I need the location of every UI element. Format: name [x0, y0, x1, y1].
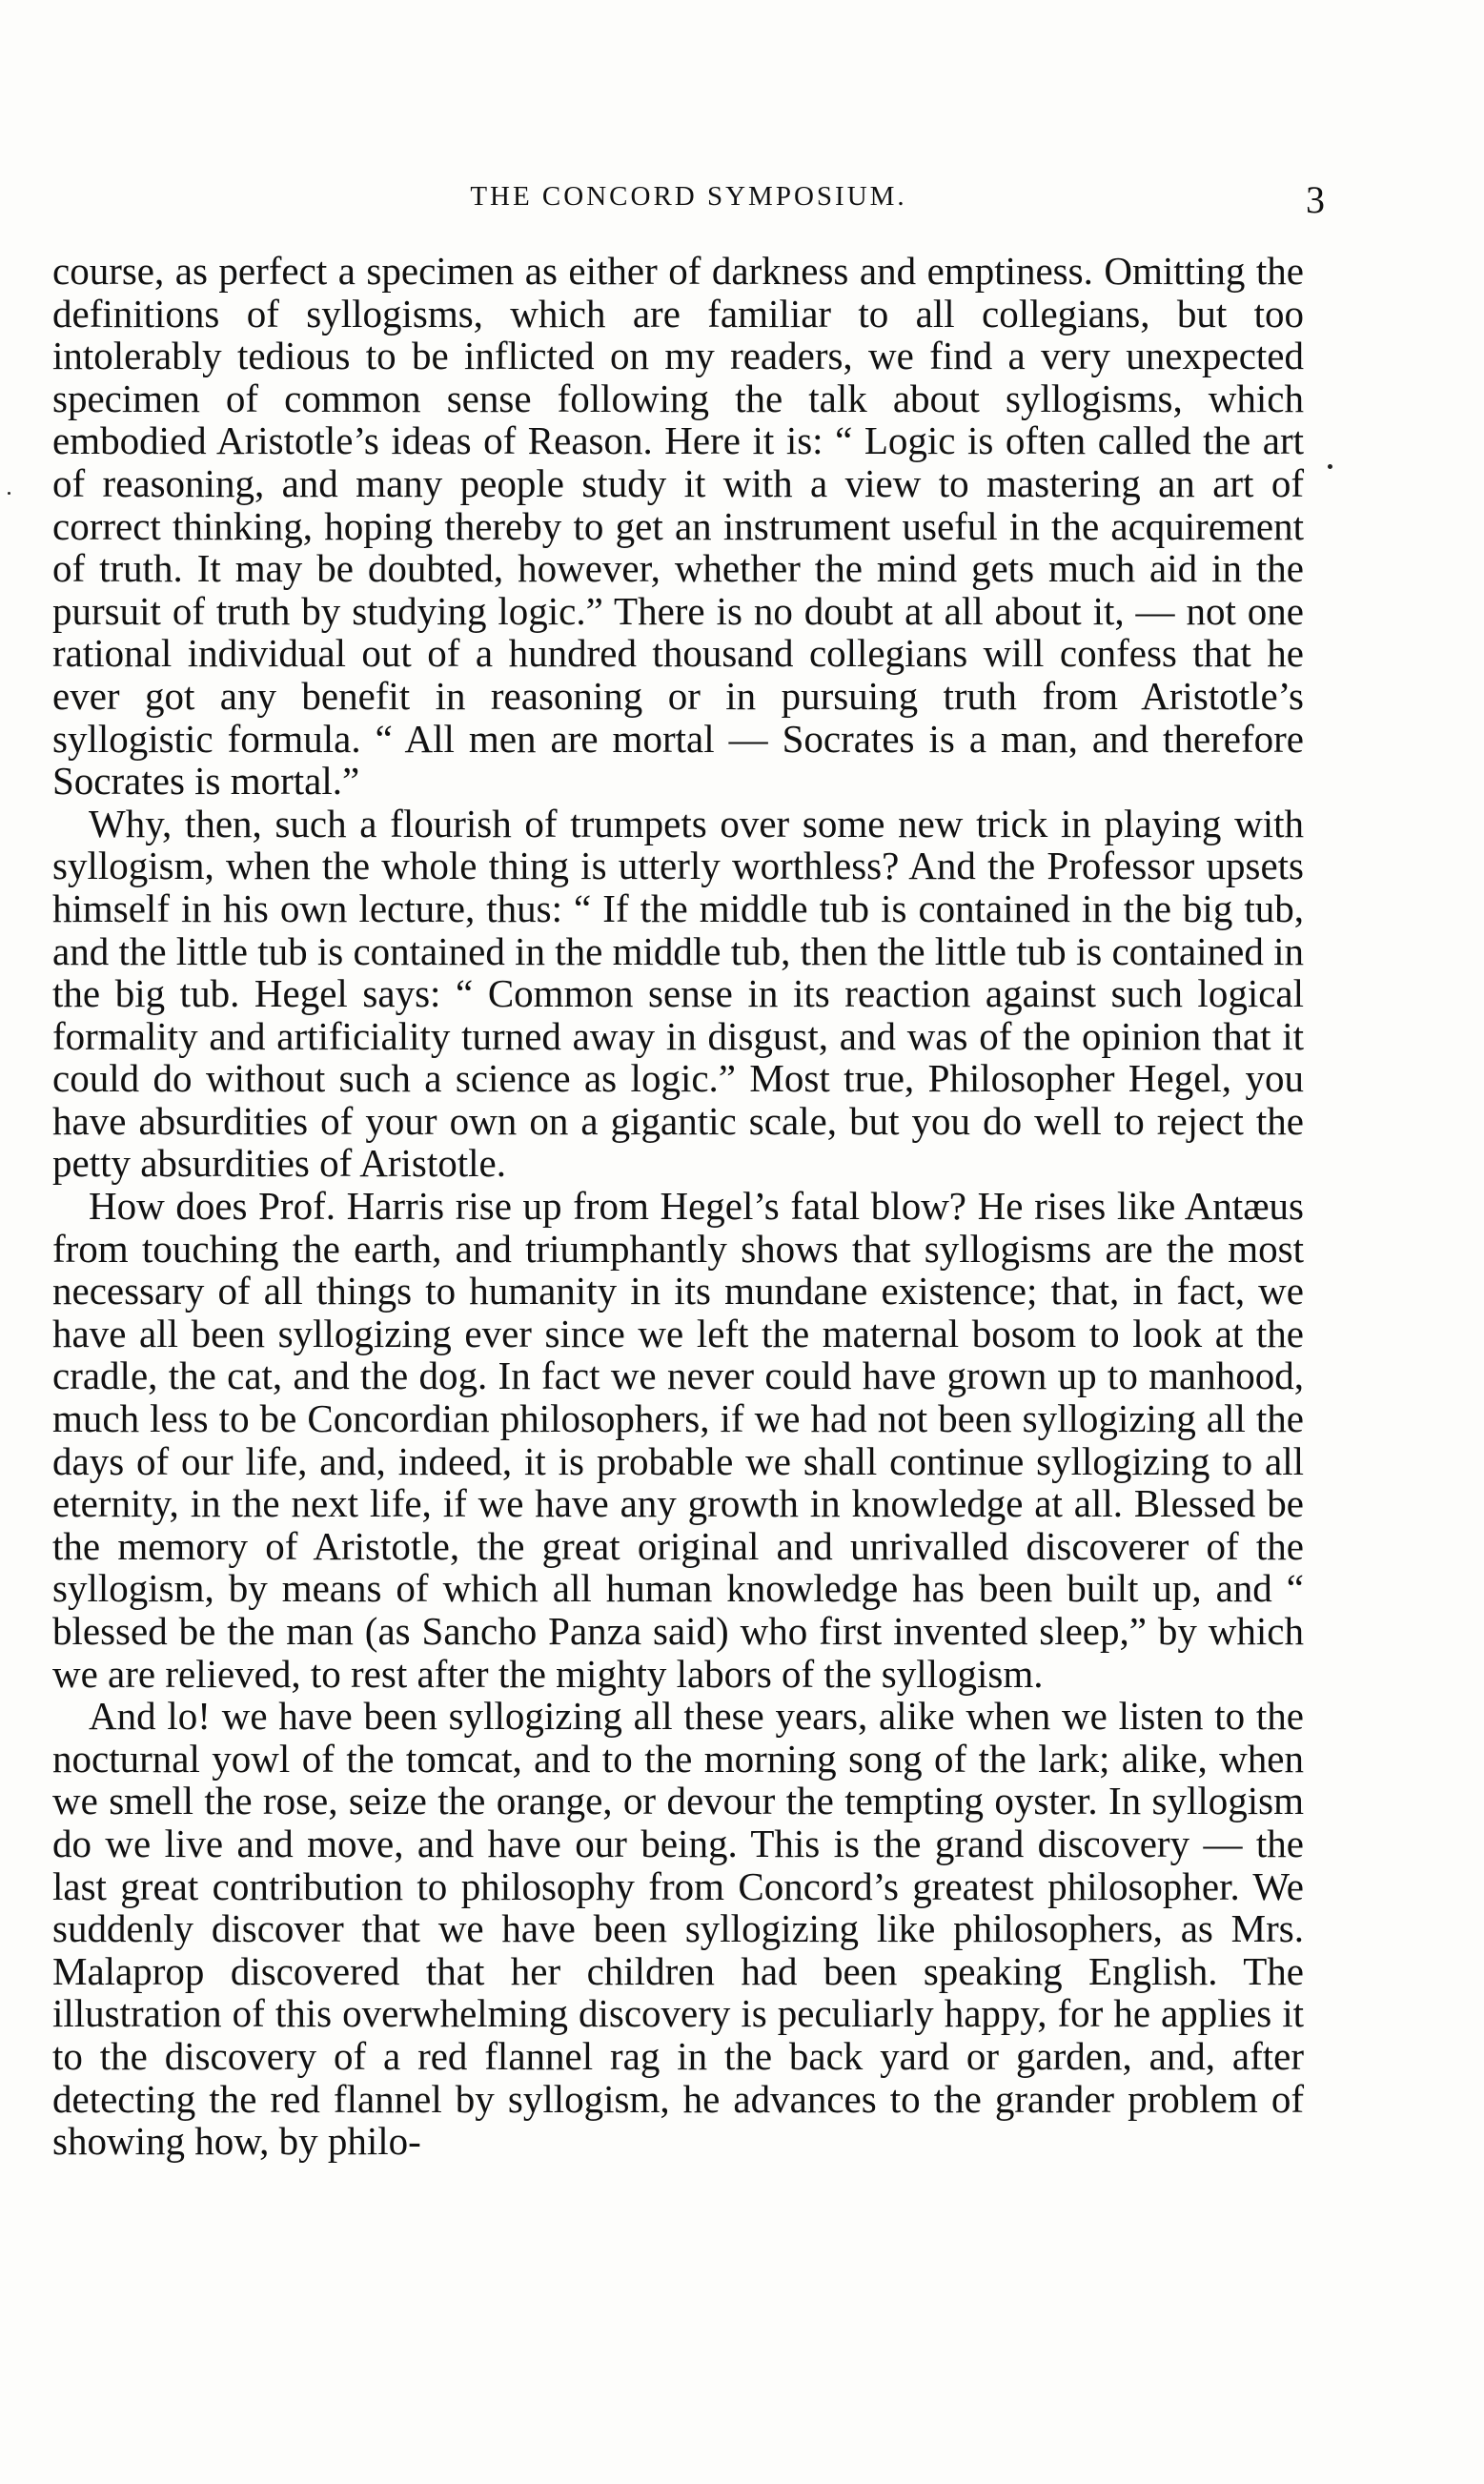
- paragraph-4: And lo! we have been syllogizing all these years, alike when we listen to the nocturnal yowl of the tomcat, and to the morning song of the lark; alike, when we smell the rose, seize the orange, or devour the tempting oyster. In syllogism do we live and move, and have our being. This is the grand discovery — the last great contribution to philosophy from Concord’s greatest philosopher. We suddenly discover that we have been syllogizing like philosophers, as Mrs. Malaprop discovered that her children had been speaking English. The illustration of this overwhelming discovery is peculiarly happy, for he applies it to the discovery of a red flannel rag in the back yard or garden, and, after detecting the red flannel by syllogism, he advances to the grander problem of showing how, by philo-: [52, 1694, 1304, 2164]
- ink-speck-mark: [8, 492, 10, 495]
- paragraph-1: course, as perfect a specimen as either of darkness and emptiness. Omitting the definitions of syllogisms, which are familiar to all collegians, but too intolerably tedious to be inflicted on my readers, we find a very unexpected specimen of common sense following the talk about syllogisms, which embodied Aristotle’s ideas of Reason. Here it is: “ Logic is often called the art of reasoning, and many people study it with a view to mastering an art of correct thinking, hoping thereby to get an instrument useful in the acquirement of truth. It may be doubted, however, whether the mind gets much aid in the pursuit of truth by studying logic.” There is no doubt at all about it, — not one rational individual out of a hundred thousand collegians will confess that he ever got any benefit in reasoning or in pursuing truth from Aristotle’s syllogistic formula. “ All men are mortal — Socrates is a man, and therefore Socrates is mortal.”: [52, 249, 1304, 804]
- body-text: [52, 250, 1304, 2163]
- page-header: [52, 178, 1325, 227]
- running-title: THE CONCORD SYMPOSIUM.: [470, 181, 907, 212]
- paragraph-3: How does Prof. Harris rise up from Hegel’s fatal blow? He rises like Antæus from touching the earth, and triumphantly shows that syllogisms are the most necessary of all things to humanity in its mundane existence; that, in fact, we have all been syllogizing ever since we left the maternal bosom to look at the cradle, the cat, and the dog. In fact we never could have grown up to manhood, much less to be Concordian philosophers, if we had not been syllogizing all the days of our life, and, indeed, it is probable we shall continue syllogizing to all eternity, in the next life, if we have any growth in knowledge at all. Blessed be the memory of Aristotle, the great original and unrivalled discoverer of the syllogism, by means of which all human knowledge has been built up, and “ blessed be the man (as Sancho Panza said) who first invented sleep,” by which we are relieved, to rest after the mighty labors of the syllogism.: [52, 1184, 1304, 1696]
- paragraph-2: Why, then, such a flourish of trumpets over some new trick in playing with syllogism, when the whole thing is utterly worthless? And the Professor upsets himself in his own lecture, thus: “ If the middle tub is contained in the big tub, and the little tub is contained in the middle tub, then the little tub is contained in the big tub. Hegel says: “ Common sense in its reaction against such logical formality and artificiality turned away in disgust, and was of the opinion that it could do without such a science as logic.” Most true, Philosopher Hegel, you have absurdities of your own on a gigantic scale, but you do well to reject the petty absurdities of Aristotle.: [52, 801, 1304, 1186]
- ink-speck-mark: [1328, 464, 1332, 469]
- page-number: 3: [1306, 178, 1325, 221]
